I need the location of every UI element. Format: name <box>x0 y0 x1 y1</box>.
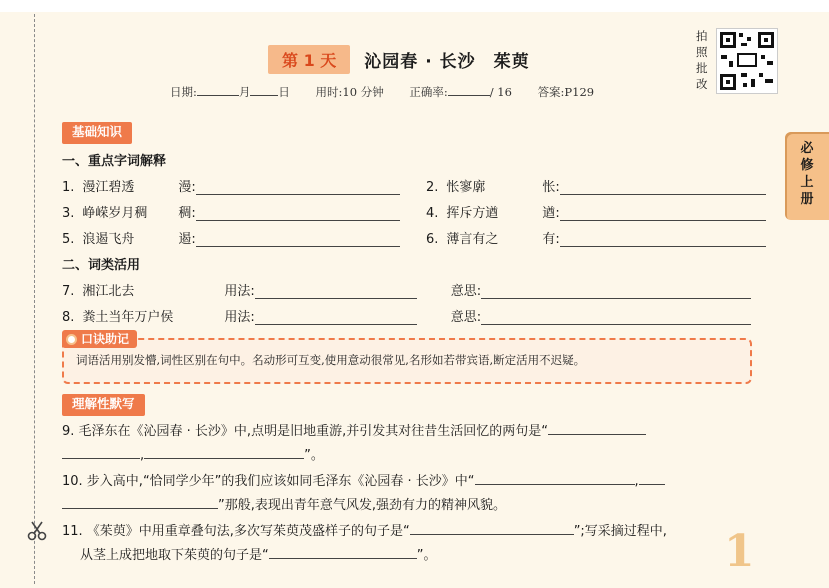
subheading-word-class: 二、词类活用 <box>62 258 141 273</box>
item-number: 8. <box>62 310 75 325</box>
phrase: 怅寥廓 <box>446 180 486 195</box>
page-number: 1 <box>724 526 755 577</box>
usage-answer-line[interactable] <box>255 285 417 299</box>
qr-label: 拍照批改 <box>696 29 708 91</box>
question-9-text: 9. 毛泽东在《沁园春 · 长沙》中,点明是旧地重游,并引发其对往昔生活回忆的两句是“ <box>62 424 548 439</box>
accuracy-label: 正确率: <box>409 85 448 99</box>
target-char: 漫: <box>178 180 196 195</box>
target-char: 遒: <box>542 206 560 221</box>
time-label: 用时:10 分钟 <box>315 85 384 99</box>
question-11-mid: ”;写采摘过程中, <box>573 524 667 539</box>
vocab-item-4 <box>426 202 766 221</box>
item-number: 4. <box>426 206 439 221</box>
answer-line[interactable] <box>560 207 766 221</box>
item-number: 2. <box>426 180 439 195</box>
page-title <box>268 44 530 74</box>
side-tab <box>785 132 829 220</box>
answer-line[interactable] <box>62 495 218 509</box>
day-blank[interactable] <box>250 84 278 96</box>
day-label: 日 <box>278 85 290 99</box>
phrase: 峥嵘岁月稠 <box>82 206 148 221</box>
answer-line[interactable] <box>196 207 400 221</box>
subheading-vocab: 一、重点字词解释 <box>62 154 167 169</box>
vocab-item-5 <box>62 228 400 247</box>
usage-item-7 <box>62 280 751 299</box>
item-number: 6. <box>426 232 439 247</box>
vocab-item-2 <box>426 176 766 195</box>
question-9-line1 <box>62 420 646 439</box>
answer-line[interactable] <box>196 181 400 195</box>
vocab-item-1 <box>62 176 400 195</box>
answer-line[interactable] <box>410 521 574 535</box>
month-blank[interactable] <box>197 84 239 96</box>
section-understanding: 理解性默写 <box>62 394 145 416</box>
answer-line[interactable] <box>62 445 140 459</box>
answer-line[interactable] <box>560 181 766 195</box>
section-basic-knowledge: 基础知识 <box>62 122 132 144</box>
usage-label: 用法: <box>224 310 255 325</box>
question-11-line1 <box>62 520 667 539</box>
question-11-line2 <box>80 544 437 563</box>
meaning-label: 意思: <box>450 284 482 299</box>
mnemonic-label: 口诀助记 <box>81 332 130 346</box>
question-11-text2: 从茎上成把地取下茱萸的句子是“ <box>80 548 269 563</box>
answer-line[interactable] <box>144 445 304 459</box>
item-number: 3. <box>62 206 75 221</box>
info-row <box>170 84 594 100</box>
answer-line[interactable] <box>269 545 417 559</box>
phrase: 薄言有之 <box>446 232 499 247</box>
question-10-text: 10. 步入高中,“恰同学少年”的我们应该如同毛泽东《沁园春 · 长沙》中“ <box>62 474 475 489</box>
answer-line[interactable] <box>475 471 635 485</box>
answer-label: 答案:P129 <box>537 85 595 99</box>
question-11-end: ”。 <box>416 548 437 563</box>
answer-line[interactable] <box>196 233 400 247</box>
meaning-label: 意思: <box>450 310 482 325</box>
mnemonic-text: 词语活用别发懵,词性区别在句中。名动形可互变,使用意动很常见,名形如若带宾语,断定活用不迟疑。 <box>76 353 586 367</box>
item-number: 1. <box>62 180 75 195</box>
day-badge: 第 1 天 <box>268 45 350 74</box>
side-tab-label: 必修上册 <box>800 141 814 207</box>
usage-label: 用法: <box>224 284 255 299</box>
question-10-end: ”那般,表现出青年意气风发,强劲有力的精神风貌。 <box>218 498 506 513</box>
item-number: 5. <box>62 232 75 247</box>
phrase: 粪土当年万户侯 <box>82 310 174 325</box>
lesson-title: 沁园春 · 长沙 茱萸 <box>364 51 530 72</box>
answer-line[interactable] <box>548 421 646 435</box>
vocab-item-3 <box>62 202 400 221</box>
top-margin <box>0 0 829 12</box>
question-11-text: 11. 《茱萸》中用重章叠句法,多次写茱萸茂盛样子的句子是“ <box>62 524 410 539</box>
phrase: 漫江碧透 <box>82 180 135 195</box>
accuracy-blank[interactable] <box>448 84 490 96</box>
date-label: 日期: <box>170 85 197 99</box>
meaning-answer-line[interactable] <box>481 285 751 299</box>
target-char: 怅: <box>542 180 560 195</box>
phrase: 浪遏飞舟 <box>82 232 135 247</box>
bulb-icon <box>66 334 77 345</box>
target-char: 稠: <box>178 206 196 221</box>
accuracy-total: / 16 <box>489 85 512 99</box>
target-char: 遏: <box>178 232 196 247</box>
usage-item-8 <box>62 306 751 325</box>
answer-line[interactable] <box>560 233 766 247</box>
usage-answer-line[interactable] <box>255 311 417 325</box>
phrase: 挥斥方遒 <box>446 206 499 221</box>
qr-code-icon[interactable] <box>716 28 778 94</box>
question-9-line2: , ”。 <box>62 444 324 463</box>
target-char: 有: <box>542 232 560 247</box>
phrase: 湘江北去 <box>82 284 135 299</box>
item-number: 7. <box>62 284 75 299</box>
scissors-icon <box>26 520 48 542</box>
question-10-line2 <box>62 494 506 513</box>
month-label: 月 <box>238 85 251 99</box>
vocab-item-6 <box>426 228 766 247</box>
answer-line[interactable] <box>639 471 665 485</box>
mnemonic-tag <box>62 330 137 348</box>
question-10-line1: 10. 步入高中,“恰同学少年”的我们应该如同毛泽东《沁园春 · 长沙》中“ , <box>62 470 665 489</box>
cut-line <box>34 14 35 584</box>
meaning-answer-line[interactable] <box>481 311 751 325</box>
question-9-end: ”。 <box>304 448 324 463</box>
